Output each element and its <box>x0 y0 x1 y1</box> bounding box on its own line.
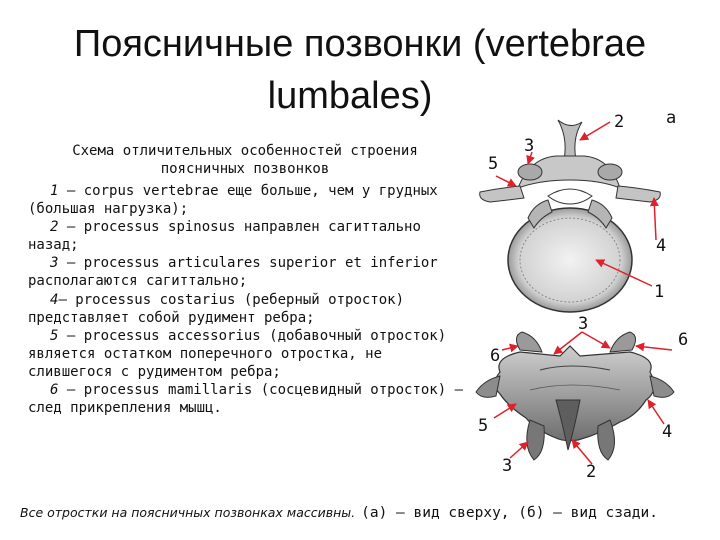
item-text: — processus costarius (реберный отросток) представляет собой рудимент ребра; <box>28 291 405 326</box>
label-back-4: 4 <box>662 422 673 442</box>
footer-note: Все отростки на поясничных позвонках массивны. <box>20 505 356 520</box>
label-4: 4 <box>656 236 667 256</box>
item-number: 5 <box>50 327 59 344</box>
label-5: 5 <box>488 154 499 174</box>
list-item <box>28 291 468 327</box>
scheme-block <box>28 142 464 417</box>
scheme-heading <box>30 142 460 178</box>
label-back-6-left: 6 <box>490 346 501 366</box>
posterior-view <box>476 332 674 460</box>
item-text: — processus mamillaris (сосцевидный отросток) — след прикрепления мышц. <box>28 382 464 417</box>
label-a: а <box>666 108 677 128</box>
item-text: — corpus vertebrae еще больше, чем у грудных (большая нагрузка); <box>28 183 438 218</box>
label-back-6-right: 6 <box>678 330 689 350</box>
item-text: — processus accessorius (добавочный отросток) является остатком поперечного отростка, не слившегося с рудиментом ребра; <box>28 327 447 380</box>
title-line-1: Поясничные позвонки (vertebrae <box>73 23 647 65</box>
footer <box>20 502 720 521</box>
label-3: 3 <box>524 136 535 156</box>
item-number: 3 <box>50 255 59 272</box>
item-text: — processus articulares superior et inferior располагаются сагиттально; <box>28 255 438 290</box>
item-text: — processus spinosus направлен сагиттально назад; <box>28 219 421 254</box>
item-number: 2 <box>50 219 59 236</box>
figure-caption: (а) — вид сверху, (б) — вид сзади. <box>361 505 658 521</box>
label-2: 2 <box>614 112 625 132</box>
label-back-3-bottom: 3 <box>502 456 513 476</box>
scheme-heading-line-2: поясничных позвонков <box>160 161 330 177</box>
label-back-2: 2 <box>586 462 597 482</box>
list-item <box>28 254 468 290</box>
list-item <box>28 218 468 254</box>
vertebra-figure <box>460 100 720 500</box>
vertebra-illustration <box>460 100 720 500</box>
label-1: 1 <box>654 282 665 302</box>
scheme-heading-line-1: Схема отличительных особенностей строения <box>72 143 418 159</box>
scheme-list <box>28 182 468 417</box>
superior-view <box>480 120 661 312</box>
item-number: 1 <box>50 183 59 199</box>
item-number: 4 <box>50 291 59 308</box>
label-back-5: 5 <box>478 416 489 436</box>
list-item <box>28 327 468 381</box>
label-back-3: 3 <box>578 314 589 334</box>
list-item <box>28 182 468 218</box>
title-line-2: lumbales) <box>267 75 433 117</box>
list-item <box>28 381 468 417</box>
item-number: 6 <box>50 382 59 399</box>
